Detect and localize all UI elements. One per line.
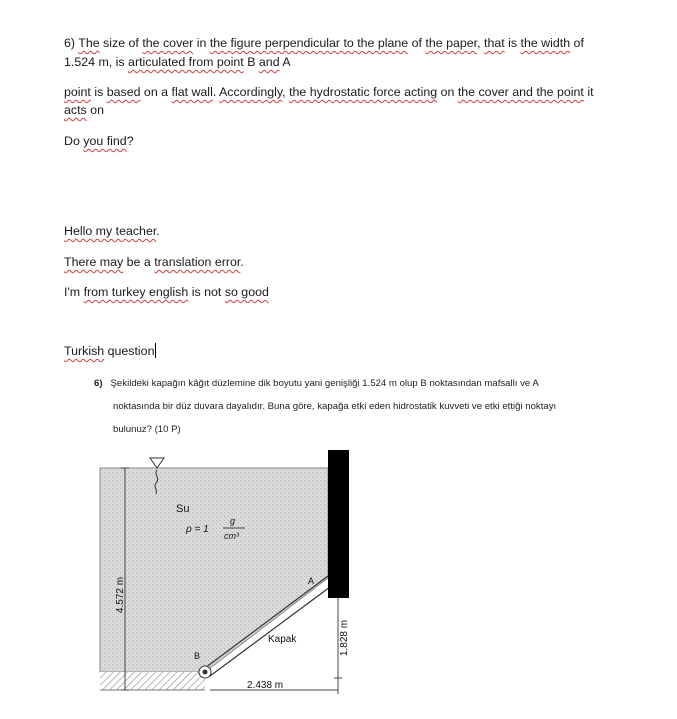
turkish-text-1: Şekildeki kapağın kâğıt düzlemine dik boyutu yani genişliği 1.524 m olup B noktasından mafsallı ve A xyxy=(110,378,539,389)
density-denominator: cm³ xyxy=(224,531,239,541)
turkish-line-3: bulunuz? (10 P) xyxy=(113,424,181,435)
text-segment: you find xyxy=(83,134,127,148)
base-label: 2.438 m xyxy=(247,680,284,691)
text-segment: A xyxy=(279,55,291,69)
text-segment: the cover and the point xyxy=(457,85,584,99)
text-segment: be a xyxy=(123,255,155,269)
hinge-b-pin xyxy=(203,670,208,675)
text-segment: the figure perpendicular to the plane xyxy=(209,36,409,50)
text-segment: on xyxy=(86,103,104,117)
text-segment: the cover xyxy=(142,36,194,50)
text-segment: . xyxy=(240,255,244,269)
text-segment: Turkish xyxy=(64,344,105,358)
density-label: ρ = 1 xyxy=(186,524,209,535)
text-segment: the hydrostatic force acting xyxy=(289,85,438,99)
text-segment: on xyxy=(437,85,458,99)
text-segment: point xyxy=(64,85,91,99)
depth-label: 4.572 m xyxy=(115,576,126,614)
text-segment: Hello my teacher xyxy=(64,224,157,238)
text-segment: question xyxy=(104,344,155,358)
text-segment: the paper xyxy=(425,36,478,50)
text-segment: ? xyxy=(126,134,134,148)
text-segment: from turkey english xyxy=(83,285,189,299)
text-segment: and xyxy=(258,55,280,69)
point-b-label: B xyxy=(194,651,201,661)
fluid-label: Su xyxy=(176,503,190,515)
point-a-label: A xyxy=(308,576,315,586)
text-segment: I'm xyxy=(64,285,84,299)
text-segment: is xyxy=(504,36,521,50)
text-segment: that xyxy=(484,36,505,50)
text-segment: 1.524 m, is xyxy=(64,55,129,69)
text-segment: . xyxy=(156,224,160,238)
height-label: 1.828 m xyxy=(339,619,350,657)
text-segment: on a xyxy=(140,85,172,99)
text-segment: so good xyxy=(224,285,269,299)
text-segment: acts xyxy=(64,103,87,117)
text-segment: size of xyxy=(99,36,143,50)
flat-wall xyxy=(328,450,349,598)
gate-label: Kapak xyxy=(268,634,297,645)
text-segment: B xyxy=(243,55,259,69)
text-segment: , xyxy=(477,36,484,50)
turkish-question-number: 6) xyxy=(94,378,103,389)
text-segment: Do xyxy=(64,134,84,148)
text-segment: the width xyxy=(520,36,571,50)
text-segment: The xyxy=(78,36,100,50)
text-segment: , xyxy=(282,85,290,99)
turkish-line-2: noktasında bir düz duvara dayalıdır. Buna göre, kapağa etki eden hidrostatik kuvveti ve etki ettiği noktayı xyxy=(113,401,557,412)
text-segment: flat wall xyxy=(171,85,213,99)
ground-hatch xyxy=(100,672,205,690)
text-segment: is xyxy=(90,85,107,99)
text-segment: Accordingly xyxy=(219,85,283,99)
density-numerator: g xyxy=(230,516,236,526)
text-segment: of xyxy=(408,36,426,50)
text-segment: articulated from point xyxy=(128,55,244,69)
text-segment: in xyxy=(193,36,210,50)
text-segment: translation error xyxy=(154,255,241,269)
text-segment: There may xyxy=(64,255,124,269)
text-segment: is not xyxy=(188,285,225,299)
text-segment: 6) xyxy=(64,36,79,50)
text-segment: of xyxy=(570,36,584,50)
text-segment: based xyxy=(106,85,141,99)
text-segment: it xyxy=(583,85,594,99)
text-segment: . xyxy=(212,85,220,99)
